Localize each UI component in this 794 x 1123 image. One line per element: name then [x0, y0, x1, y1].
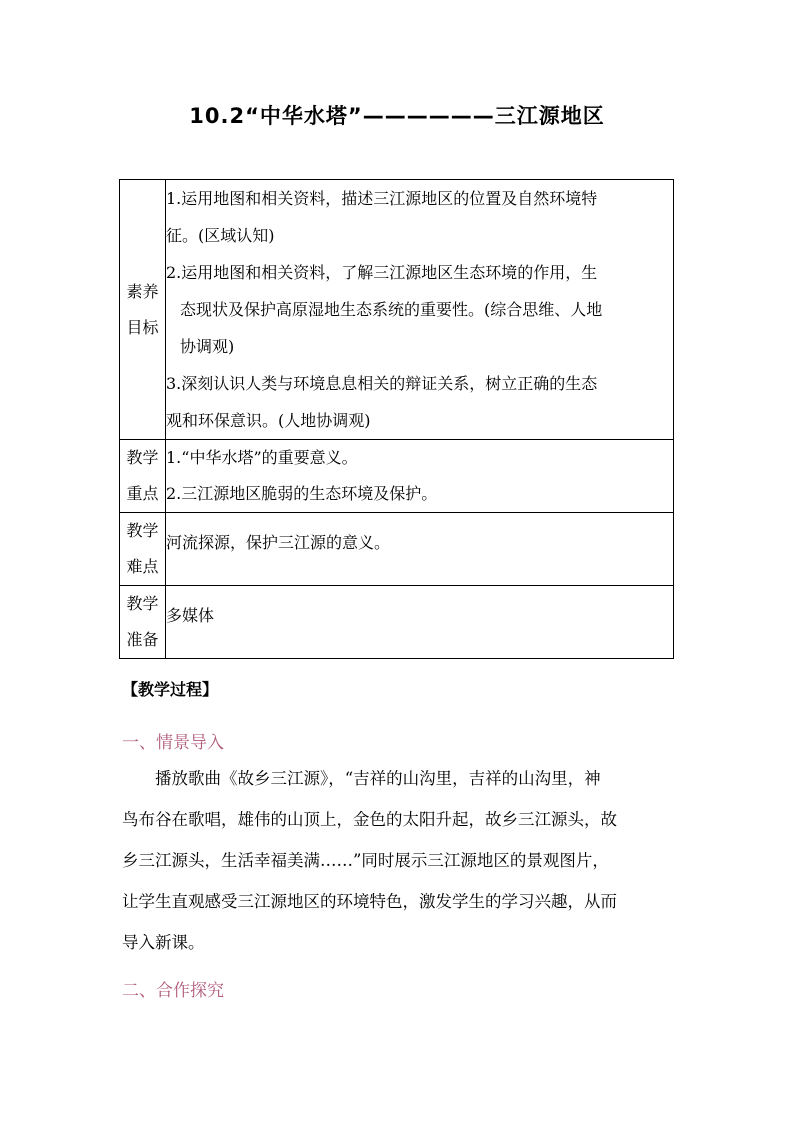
- section-explore-heading: 二、合作探究: [122, 981, 224, 1001]
- objective-line: 观和环保意识。(人地协调观): [166, 411, 371, 430]
- difficulties-label: [120, 513, 166, 586]
- objective-line: 征。(区域认知): [166, 226, 275, 245]
- label-line: 目标: [126, 317, 159, 337]
- label-line: 教学: [126, 594, 159, 613]
- label-line: 难点: [126, 557, 159, 576]
- preparation-label: [120, 586, 166, 659]
- intro-paragraph: [122, 758, 682, 963]
- objective-line: 1.运用地图和相关资料，描述三江源地区的位置及自然环境特: [166, 189, 598, 208]
- process-heading: 【教学过程】: [122, 680, 219, 699]
- label-line: 重点: [126, 484, 159, 503]
- section-intro-heading: 一、情景导入: [122, 733, 224, 753]
- key-point-line: 1.“中华水塔”的重要意义。: [166, 448, 358, 467]
- label-line: 教学: [126, 521, 159, 540]
- objectives-content: [166, 180, 674, 440]
- preparation-text: 多媒体: [166, 606, 215, 625]
- label-line: 素养: [126, 281, 159, 301]
- difficulties-content: [166, 513, 674, 586]
- lesson-info-table: [119, 179, 674, 659]
- objective-line: 3.深刻认识人类与环境息息相关的辩证关系，树立正确的生态: [166, 374, 598, 393]
- difficulties-row: [120, 513, 674, 586]
- objectives-label: [120, 180, 166, 440]
- key-point-line: 2.三江源地区脆弱的生态环境及保护。: [166, 484, 438, 503]
- paragraph-line: 让学生直观感受三江源地区的环境特色，激发学生的学习兴趣，从而: [122, 892, 617, 911]
- paragraph-line: 乡三江源头，生活幸福美满……”同时展示三江源地区的景观图片，: [122, 851, 609, 870]
- paragraph-line: 播放歌曲《故乡三江源》，“吉祥的山沟里，吉祥的山沟里，神: [122, 769, 601, 788]
- objective-line: 协调观): [180, 337, 235, 356]
- label-line: 准备: [126, 630, 159, 649]
- paragraph-line: 导入新课。: [122, 933, 205, 952]
- key-points-label: [120, 440, 166, 513]
- objective-line: 态现状及保护高原湿地生态系统的重要性。(综合思维、人地: [180, 300, 603, 319]
- objective-line: 2.运用地图和相关资料，了解三江源地区生态环境的作用，生: [166, 263, 598, 282]
- key-points-row: [120, 440, 674, 513]
- difficulties-text: 河流探源，保护三江源的意义。: [166, 533, 391, 552]
- page-title: 10.2“中华水塔”——————三江源地区: [189, 104, 605, 128]
- objectives-row: [120, 180, 674, 440]
- label-line: 教学: [126, 448, 159, 467]
- preparation-content: [166, 586, 674, 659]
- paragraph-line: 鸟布谷在歌唱，雄伟的山顶上，金色的太阳升起，故乡三江源头，故: [122, 810, 617, 829]
- key-points-content: [166, 440, 674, 513]
- preparation-row: [120, 586, 674, 659]
